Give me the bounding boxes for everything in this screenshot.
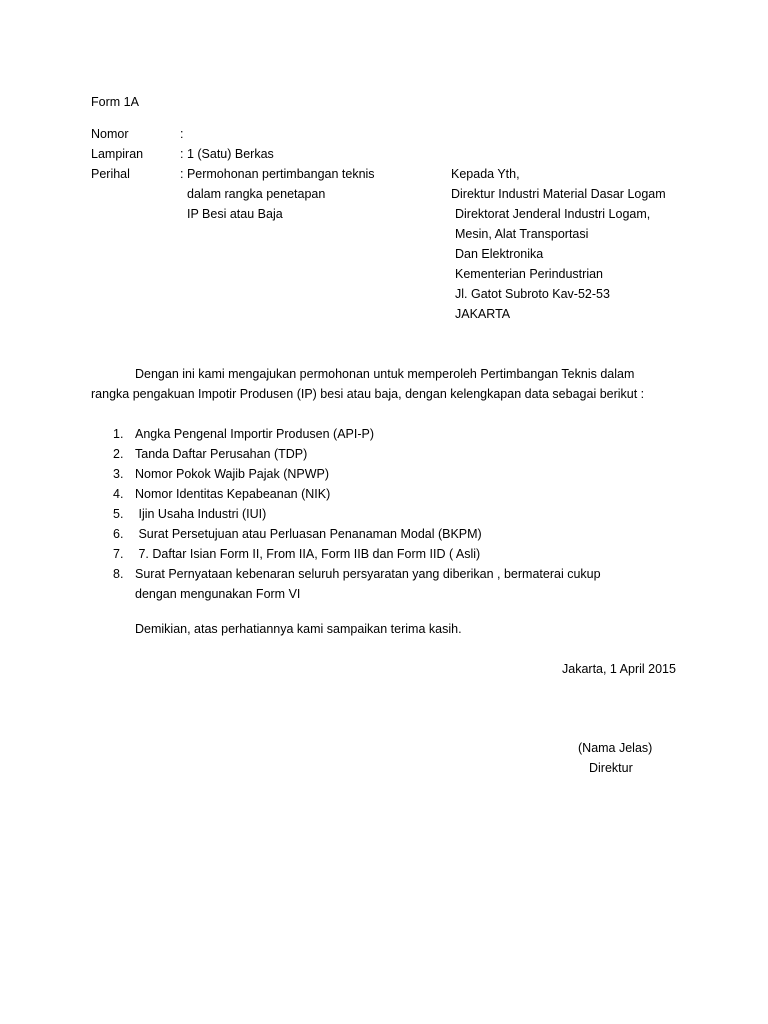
list-item-number: 5. [113, 507, 124, 521]
closing-sentence: Demikian, atas perhatiannya kami sampaikan terima kasih. [135, 622, 462, 636]
nomor-label: Nomor [91, 127, 129, 141]
signer-title: Direktur [589, 761, 633, 775]
list-item-number: 8. [113, 567, 124, 581]
list-item-number: 3. [113, 467, 124, 481]
list-item-number: 6. [113, 527, 124, 541]
recipient-line: Kementerian Perindustrian [455, 267, 603, 281]
perihal-line: IP Besi atau Baja [187, 207, 283, 221]
recipient-line: Kepada Yth, [451, 167, 520, 181]
intro-line: rangka pengakuan Impotir Produsen (IP) besi atau baja, dengan kelengkapan data sebagai berikut : [91, 387, 645, 401]
recipient-line: Mesin, Alat Transportasi [455, 227, 589, 241]
recipient-line: JAKARTA [455, 307, 511, 321]
perihal-label: Perihal [91, 167, 130, 181]
signer-name: (Nama Jelas) [578, 741, 653, 755]
place-date: Jakarta, 1 April 2015 [562, 662, 676, 676]
perihal-line: : Permohonan pertimbangan teknis [180, 167, 375, 181]
perihal-line: dalam rangka penetapan [187, 187, 326, 201]
recipient-line: Direktorat Jenderal Industri Logam, [455, 207, 651, 221]
list-item: Tanda Daftar Perusahan (TDP) [135, 447, 308, 461]
lampiran-value: : 1 (Satu) Berkas [180, 147, 274, 161]
recipient-line: Jl. Gatot Subroto Kav-52-53 [455, 287, 610, 301]
list-item-number: 4. [113, 487, 124, 501]
list-item: Surat Pernyataan kebenaran seluruh persyaratan yang diberikan , bermaterai cukup [135, 567, 601, 581]
list-item: Ijin Usaha Industri (IUI) [135, 507, 267, 521]
list-item-number: 1. [113, 427, 124, 441]
nomor-value: : [180, 127, 184, 141]
form-label: Form 1A [91, 95, 139, 109]
list-item: Nomor Identitas Kepabeanan (NIK) [135, 487, 331, 501]
intro-line: Dengan ini kami mengajukan permohonan untuk memperoleh Pertimbangan Teknis dalam [135, 367, 635, 381]
list-item: Angka Pengenal Importir Produsen (API-P) [135, 427, 375, 441]
list-item: 7. Daftar Isian Form II, From IIA, Form IIB dan Form IID ( Asli) [135, 547, 481, 561]
list-item-number: 2. [113, 447, 124, 461]
list-item: Surat Persetujuan atau Perluasan Penanaman Modal (BKPM) [135, 527, 482, 541]
list-item-continuation: dengan mengunakan Form VI [135, 587, 301, 601]
recipient-line: Direktur Industri Material Dasar Logam [451, 187, 666, 201]
recipient-line: Dan Elektronika [455, 247, 544, 261]
lampiran-label: Lampiran [91, 147, 144, 161]
list-item-number: 7. [113, 547, 124, 561]
list-item: Nomor Pokok Wajib Pajak (NPWP) [135, 467, 330, 481]
